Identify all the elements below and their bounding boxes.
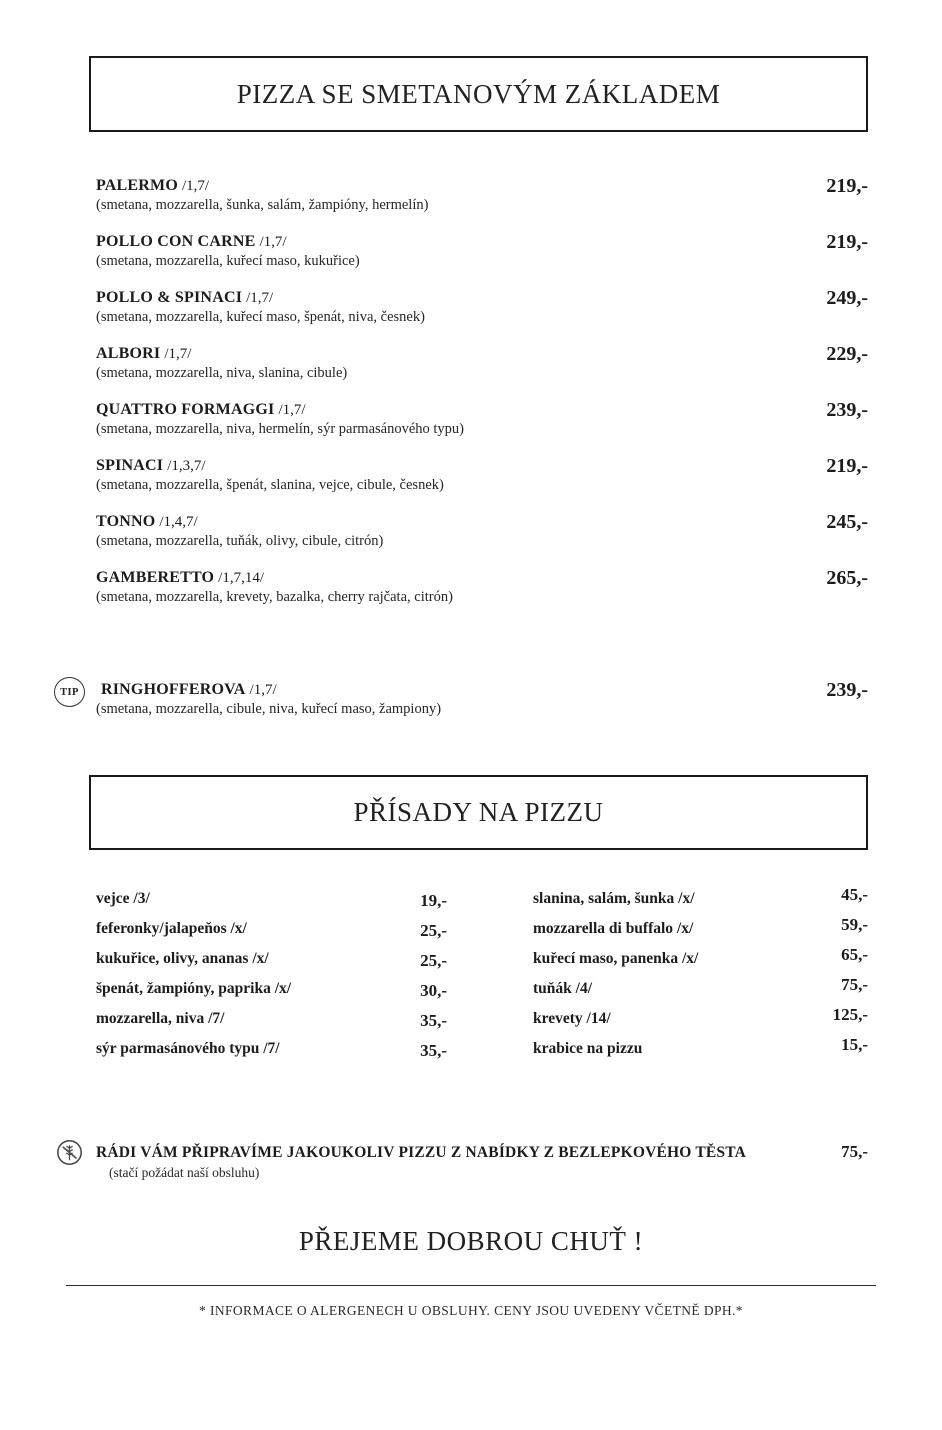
pizza-item <box>96 568 868 607</box>
footer-divider <box>66 1285 876 1286</box>
gluten-free-subtext: (stačí požádat naší obsluhu) <box>109 1165 260 1180</box>
pizza-name: ALBORI <box>96 345 161 362</box>
pizza-ingredients: (smetana, mozzarella, tuňák, olivy, cibule, citrón) <box>96 533 384 549</box>
pizza-item-title <box>96 344 191 364</box>
pizza-item <box>96 400 868 439</box>
toppings-left-column <box>96 888 447 1068</box>
pizza-allergens: /1,7/ <box>249 682 277 698</box>
topping-price: 45,- <box>841 885 868 904</box>
pizza-ingredients: (smetana, mozzarella, cibule, niva, kuřecí maso, žampiony) <box>96 701 442 717</box>
allergen-footer-note: * INFORMACE O ALERGENECH U OBSLUHY. CENY JSOU UVEDENY VČETNĚ DPH.* <box>199 1303 743 1318</box>
pizza-item-title <box>96 400 306 420</box>
topping-price: 65,- <box>841 945 868 964</box>
topping-label: krevety /14/ <box>533 1010 611 1027</box>
pizza-item <box>96 456 868 495</box>
gluten-free-price: 75,- <box>841 1142 868 1161</box>
topping-row <box>533 885 868 918</box>
pizza-name: POLLO CON CARNE <box>96 233 256 250</box>
pizza-ingredients: (smetana, mozzarella, krevety, bazalka, cherry rajčata, citrón) <box>96 589 453 605</box>
pizza-item-row <box>96 232 868 252</box>
pizza-price: 219,- <box>826 455 868 477</box>
topping-label: vejce /3/ <box>96 890 150 907</box>
topping-row <box>96 888 447 918</box>
topping-label: kukuřice, olivy, ananas /x/ <box>96 950 269 967</box>
pizza-item <box>96 344 868 383</box>
gluten-free-icon <box>56 1139 83 1166</box>
topping-label: špenát, žampióny, paprika /x/ <box>96 980 292 997</box>
toppings-list <box>96 885 868 1068</box>
section-toppings-title-box <box>89 775 868 850</box>
topping-row <box>533 945 868 978</box>
pizza-item-row <box>96 512 868 532</box>
topping-label: mozzarella, niva /7/ <box>96 1010 225 1027</box>
pizza-item <box>96 176 868 215</box>
topping-row <box>96 978 447 1008</box>
pizza-item-row <box>96 680 868 700</box>
pizza-ingredients: (smetana, mozzarella, niva, slanina, cibule) <box>96 365 348 381</box>
topping-label: slanina, salám, šunka /x/ <box>533 890 695 907</box>
topping-row <box>96 1008 447 1038</box>
pizza-name: QUATTRO FORMAGGI <box>96 401 275 418</box>
topping-price: 35,- <box>420 1041 447 1060</box>
topping-row <box>96 948 447 978</box>
topping-label: kuřecí maso, panenka /x/ <box>533 950 699 967</box>
pizza-item-row <box>96 344 868 364</box>
pizza-item-title <box>101 680 277 700</box>
pizza-ingredients: (smetana, mozzarella, šunka, salám, žampióny, hermelín) <box>96 197 429 213</box>
gluten-free-text: RÁDI VÁM PŘIPRAVÍME JAKOUKOLIV PIZZU Z NABÍDKY Z BEZLEPKOVÉHO TĚSTA <box>96 1144 747 1161</box>
topping-price: 30,- <box>420 981 447 1000</box>
pizza-item-title <box>96 568 264 588</box>
pizza-price: 219,- <box>826 175 868 197</box>
pizza-name: RINGHOFFEROVA <box>101 681 246 698</box>
tip-badge-label: TIP <box>60 686 79 698</box>
pizza-ingredients: (smetana, mozzarella, kuřecí maso, kukuřice) <box>96 253 360 269</box>
pizza-item-title <box>96 288 273 308</box>
topping-label: feferonky/jalapeňos /x/ <box>96 920 247 937</box>
pizza-name: POLLO & SPINACI <box>96 289 243 306</box>
topping-price: 35,- <box>420 1011 447 1030</box>
pizza-item <box>96 512 868 551</box>
topping-row <box>96 918 447 948</box>
pizza-name: GAMBERETTO <box>96 569 215 586</box>
topping-price: 75,- <box>841 975 868 994</box>
pizza-ingredients: (smetana, mozzarella, niva, hermelín, sýr parmasánového typu) <box>96 421 465 437</box>
topping-price: 59,- <box>841 915 868 934</box>
toppings-right-column <box>533 885 868 1068</box>
pizza-allergens: /1,7/ <box>164 346 192 362</box>
closing-message: PŘEJEME DOBROU CHUŤ ! <box>298 1226 644 1256</box>
gluten-free-note <box>96 1143 868 1182</box>
topping-price: 25,- <box>420 921 447 940</box>
tip-badge-icon <box>54 677 85 707</box>
topping-row <box>533 975 868 1008</box>
pizza-ingredients: (smetana, mozzarella, kuřecí maso, špenát, niva, česnek) <box>96 309 425 325</box>
pizza-price: 239,- <box>826 679 868 701</box>
gluten-free-row <box>96 1143 868 1163</box>
pizza-item <box>96 232 868 271</box>
topping-row <box>533 1005 868 1038</box>
topping-price: 25,- <box>420 951 447 970</box>
pizza-allergens: /1,3,7/ <box>167 458 206 474</box>
pizza-item-title <box>96 456 206 476</box>
topping-price: 125,- <box>832 1005 868 1024</box>
pizza-price: 219,- <box>826 231 868 253</box>
topping-row <box>533 1035 868 1068</box>
pizza-price: 229,- <box>826 343 868 365</box>
topping-row <box>533 915 868 948</box>
pizza-name: SPINACI <box>96 457 164 474</box>
pizza-item-title <box>96 232 287 252</box>
pizza-item-row <box>96 400 868 420</box>
topping-row <box>96 1038 447 1068</box>
pizza-allergens: /1,7/ <box>246 290 274 306</box>
tip-pizza-item <box>60 679 868 719</box>
pizza-item-row <box>96 456 868 476</box>
section-pizza-title: PIZZA SE SMETANOVÝM ZÁKLADEM <box>236 78 721 109</box>
pizza-allergens: /1,7,14/ <box>218 570 265 586</box>
pizza-item-title <box>96 176 209 196</box>
topping-price: 19,- <box>420 891 447 910</box>
pizza-name: PALERMO <box>96 177 178 194</box>
topping-price: 15,- <box>841 1035 868 1054</box>
pizza-menu-page <box>0 56 942 1430</box>
pizza-allergens: /1,7/ <box>182 178 210 194</box>
topping-label: mozzarella di buffalo /x/ <box>533 920 694 937</box>
topping-label: sýr parmasánového typu /7/ <box>96 1040 280 1057</box>
pizza-item-row <box>96 288 868 308</box>
pizza-allergens: /1,4,7/ <box>159 514 198 530</box>
pizza-allergens: /1,7/ <box>259 234 287 250</box>
topping-label: krabice na pizzu <box>533 1040 643 1057</box>
pizza-ingredients: (smetana, mozzarella, špenát, slanina, vejce, cibule, česnek) <box>96 477 444 493</box>
section-pizza-title-box <box>89 56 868 132</box>
pizza-item-title <box>96 512 198 532</box>
pizza-item-row <box>96 568 868 588</box>
pizza-price: 245,- <box>826 511 868 533</box>
pizza-price: 265,- <box>826 567 868 589</box>
section-toppings-title: PŘÍSADY NA PIZZU <box>353 797 604 827</box>
topping-label: tuňák /4/ <box>533 980 593 997</box>
pizza-item <box>96 288 868 327</box>
pizza-price: 249,- <box>826 287 868 309</box>
pizza-item-row <box>96 176 868 196</box>
pizza-item-list <box>96 176 868 607</box>
pizza-allergens: /1,7/ <box>278 402 306 418</box>
pizza-price: 239,- <box>826 399 868 421</box>
pizza-name: TONNO <box>96 513 156 530</box>
